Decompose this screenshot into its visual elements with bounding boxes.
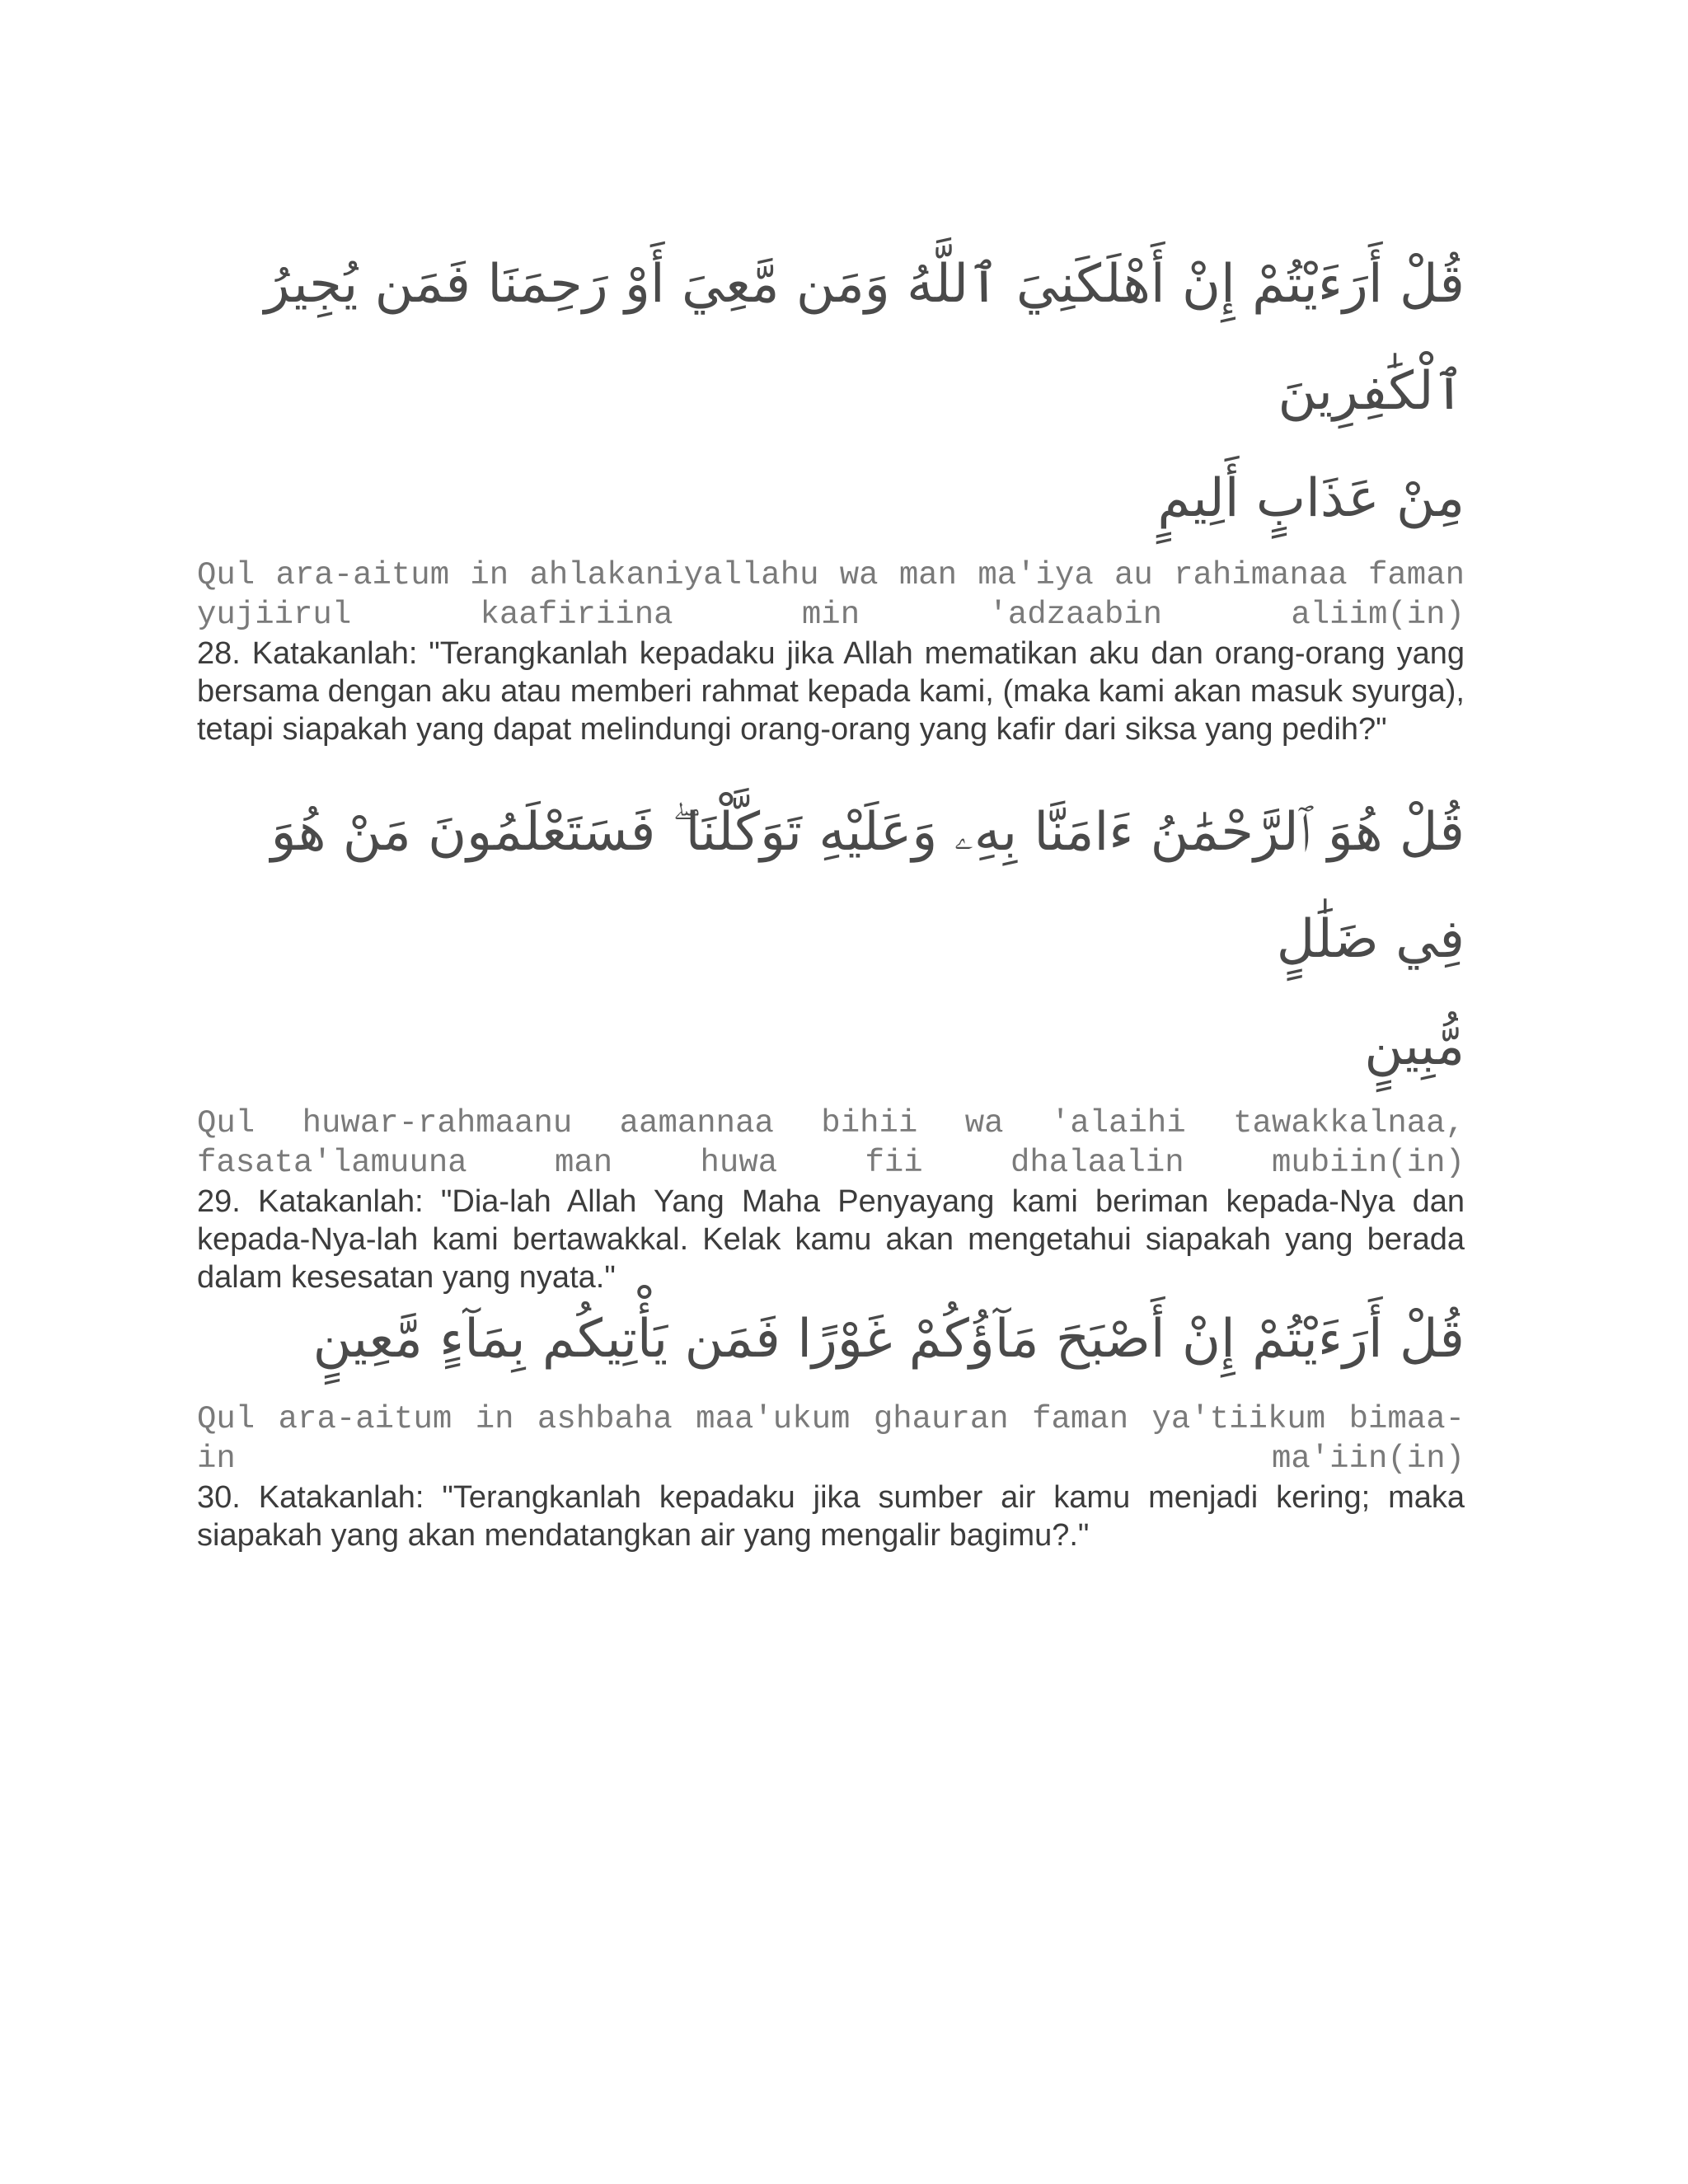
transliteration: Qul huwar-rahmaanu aamannaa bihii wa 'alaihi tawakkalnaa, fasata'lamuuna man huwa fii dhalaalin mubiin(in) (197, 1105, 1465, 1181)
translation: 30. Katakanlah: "Terangkanlah kepadaku jika sumber air kamu menjadi kering; maka siapakah yang akan mendatangkan air yang mengalir bagimu?." (197, 1480, 1465, 1553)
arabic-text-line-2: مِنْ عَذَابٍ أَلِيمٍ (1157, 468, 1465, 529)
arabic-text-line-1: قُلْ أَرَءَيْتُمْ إِنْ أَصْبَحَ مَآؤُكُمْ غَوْرًا فَمَن يَأْتِيكُم بِمَآءٍ مَّعِينٍ (312, 1309, 1465, 1370)
arabic-text-line-2: مُّبِينٍ (1364, 1016, 1465, 1077)
verse-29 (197, 779, 1465, 1296)
transliteration: Qul ara-aitum in ashbaha maa'ukum ghauran faman ya'tiikum bimaa-in ma'iin(in) (197, 1401, 1465, 1477)
translation: 29. Katakanlah: "Dia-lah Allah Yang Maha Penyayang kami beriman kepada-Nya dan kepada-Nya-lah kami bertawakkal. Kelak kamu akan mengetahui siapakah yang berada dalam kesesatan yang nyata." (197, 1184, 1465, 1295)
verse-28 (197, 231, 1465, 748)
translation: 28. Katakanlah: "Terangkanlah kepadaku jika Allah mematikan aku dan orang-orang yang bersama dengan aku atau memberi rahmat kepada kami, (maka kami akan masuk syurga), tetapi siapakah yang dapat melindungi orang-orang yang kafir dari siksa yang pedih?" (197, 636, 1465, 747)
transliteration: Qul ara-aitum in ahlakaniyallahu wa man ma'iya au rahimanaa faman yujiirul kaafiriina min 'adzaabin aliim(in) (197, 557, 1465, 633)
arabic-text-line-1: قُلْ أَرَءَيْتُمْ إِنْ أَهْلَكَنِيَ ٱللَّهُ وَمَن مَّعِيَ أَوْ رَحِمَنَا فَمَن يُجِيرُ ٱلْكَٰفِرِينَ (264, 254, 1465, 422)
arabic-text-line-1: قُلْ هُوَ ٱلرَّحْمَٰنُ ءَامَنَّا بِهِۦ وَعَلَيْهِ تَوَكَّلْنَا ۖ فَسَتَعْلَمُونَ مَنْ هُوَ فِي ضَلَٰلٍ (270, 802, 1465, 970)
verse-30 (197, 1286, 1465, 1554)
